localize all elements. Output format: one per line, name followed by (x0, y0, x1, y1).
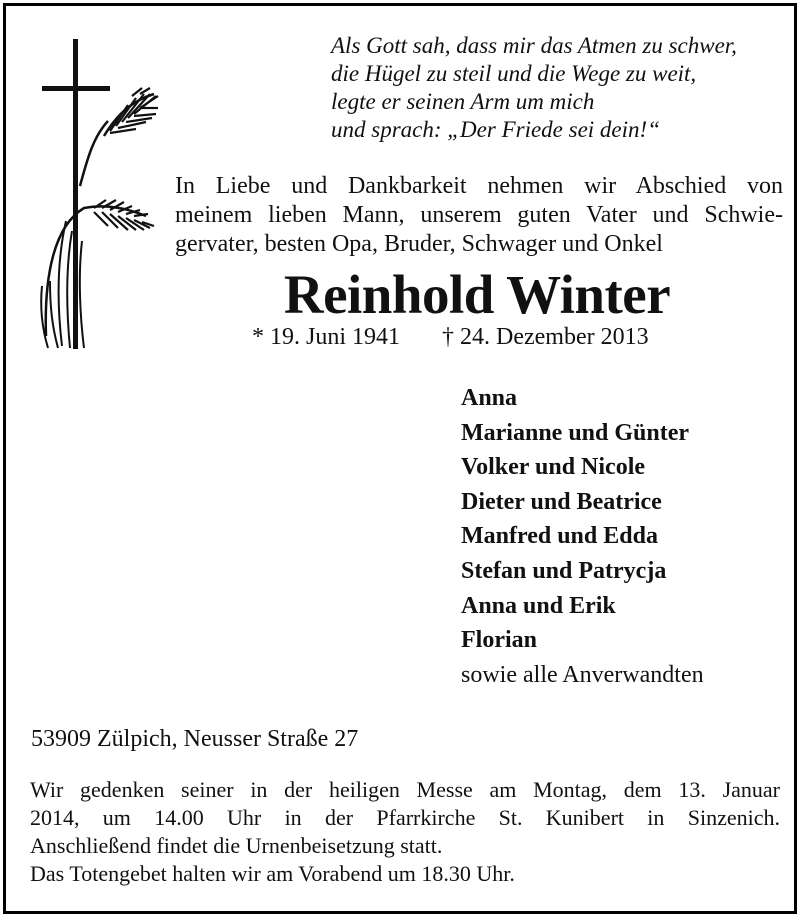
notice-line: 2014, um 14.00 Uhr in der Pfarrkirche St. Kunibert in Sinzenich. (30, 805, 780, 830)
family-address: 53909 Zülpich, Neusser Straße 27 (31, 726, 359, 752)
death-date: † 24. Dezember 2013 (442, 324, 649, 350)
poem-line: die Hügel zu steil und die Wege zu weit, (331, 61, 697, 86)
mourner-name: Anna (461, 385, 518, 411)
farewell-line: gervater, besten Opa, Bruder, Schwager und Onkel (175, 231, 663, 257)
mourner-name: Stefan und Patrycja (461, 557, 667, 584)
mourner-name: Anna und Erik (461, 592, 616, 619)
notice-line: Anschließend findet die Urnenbeisetzung statt. (30, 833, 443, 858)
deceased-name: Reinhold Winter (283, 264, 671, 325)
farewell-text (175, 172, 783, 259)
mourner-name: Marianne und Günter (461, 419, 690, 446)
mourners-list (461, 381, 704, 692)
mourner-name: Manfred und Edda (461, 523, 658, 550)
life-dates (252, 322, 649, 352)
poem-line: Als Gott sah, dass mir das Atmen zu schwer, (331, 33, 737, 58)
notice-line: Das Totengebet halten wir am Vorabend um 18.30 Uhr. (30, 861, 515, 886)
farewell-line: In Liebe und Dankbarkeit nehmen wir Abschied von (175, 173, 783, 199)
mourner-name: Dieter und Beatrice (461, 488, 662, 515)
mourner-name: Florian (461, 627, 537, 654)
mourners-closing: sowie alle Anverwandten (461, 661, 704, 688)
birth-date: * 19. Juni 1941 (252, 324, 401, 350)
service-notice (30, 776, 780, 888)
farewell-line: meinem lieben Mann, unserem guten Vater und Schwie- (175, 202, 783, 228)
poem-line: legte er seinen Arm um mich (331, 89, 595, 114)
notice-line: Wir gedenken seiner in der heiligen Messe am Montag, dem 13. Januar (30, 777, 780, 802)
mourner-name: Volker und Nicole (461, 454, 646, 481)
obituary-notice (3, 3, 797, 914)
poem (331, 32, 791, 144)
poem-line: und sprach: „Der Friede sei dein!“ (331, 117, 660, 142)
